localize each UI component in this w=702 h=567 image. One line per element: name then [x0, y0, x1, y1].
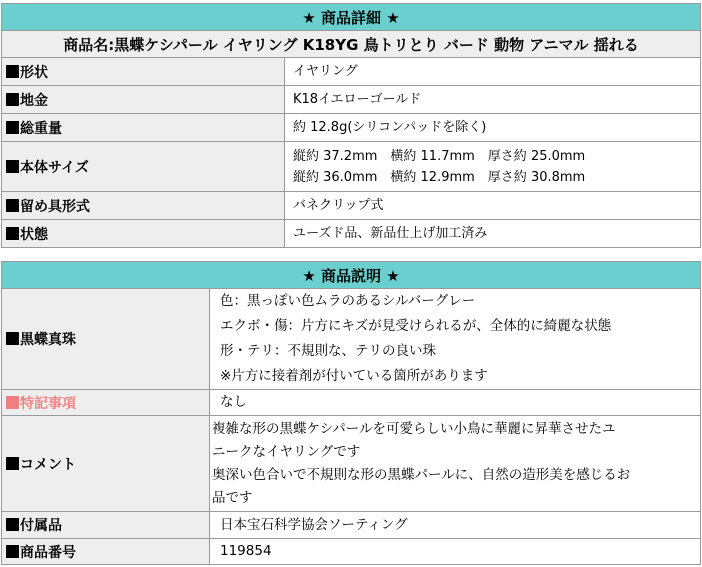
value-accessories: 日本宝石科学協会ソーティング — [210, 512, 701, 539]
label-clasp: 留め具形式 — [2, 192, 285, 220]
label-special-notes: 特記事項 — [2, 390, 210, 416]
details-header-text: 商品詳細 — [321, 8, 382, 27]
pink-square-icon — [6, 396, 19, 409]
label-metal: 地金 — [2, 86, 285, 114]
label-item-number: 商品番号 — [2, 539, 210, 565]
value-special-notes: なし — [210, 390, 701, 416]
product-description-table — [1, 261, 701, 565]
black-square-icon — [6, 121, 19, 134]
value-shape: イヤリング — [285, 58, 701, 86]
star-icon: ★ — [386, 8, 400, 27]
label-condition: 状態 — [2, 220, 285, 248]
value-condition: ユーズド品、新品仕上げ加工済み — [285, 220, 701, 248]
black-square-icon — [6, 199, 19, 212]
value-comment: 複雑な形の黒蝶ケシパールを可愛らしい小鳥に華麗に昇華させたユ ニークなイヤリングです 奥深い色合いで不規則な形の黒蝶パールに、自然の造形美を感じるお 品です — [210, 416, 701, 512]
product-name: 商品名:黒蝶ケシパール イヤリング K18YG 鳥トリとり バード 動物 アニマル 揺れる — [2, 31, 701, 58]
star-icon: ★ — [302, 8, 316, 27]
star-icon: ★ — [302, 266, 316, 285]
details-header — [2, 4, 701, 31]
black-square-icon — [6, 160, 19, 173]
value-black-pearl: 色：黒っぽい色ムラのあるシルバーグレー エクボ・傷：片方にキズが見受けられるが、全体的に綺麗な状態 形・テリ：不規則な、テリの良い珠 ※片方に接着剤が付いている箇所があります — [210, 289, 701, 390]
black-square-icon — [6, 65, 19, 78]
description-header-text: 商品説明 — [321, 266, 382, 285]
black-square-icon — [6, 457, 19, 470]
black-square-icon — [6, 545, 19, 558]
value-total-weight: 約 12.8g(シリコンパッドを除く) — [285, 114, 701, 142]
black-square-icon — [6, 332, 19, 345]
value-item-number: 119854 — [210, 539, 701, 565]
label-shape: 形状 — [2, 58, 285, 86]
black-square-icon — [6, 518, 19, 531]
black-square-icon — [6, 93, 19, 106]
label-total-weight: 総重量 — [2, 114, 285, 142]
description-header — [2, 262, 701, 289]
product-details-table — [1, 3, 701, 248]
black-square-icon — [6, 227, 19, 240]
label-size: 本体サイズ — [2, 142, 285, 192]
label-accessories: 付属品 — [2, 512, 210, 539]
label-black-pearl: 黒蝶真珠 — [2, 289, 210, 390]
star-icon: ★ — [386, 266, 400, 285]
value-size: 縦約 37.2mm 横約 11.7mm 厚さ約 25.0mm 縦約 36.0mm 横約 12.9mm 厚さ約 30.8mm — [285, 142, 701, 192]
value-clasp: バネクリップ式 — [285, 192, 701, 220]
value-metal: K18イエローゴールド — [285, 86, 701, 114]
label-comment: コメント — [2, 416, 210, 512]
